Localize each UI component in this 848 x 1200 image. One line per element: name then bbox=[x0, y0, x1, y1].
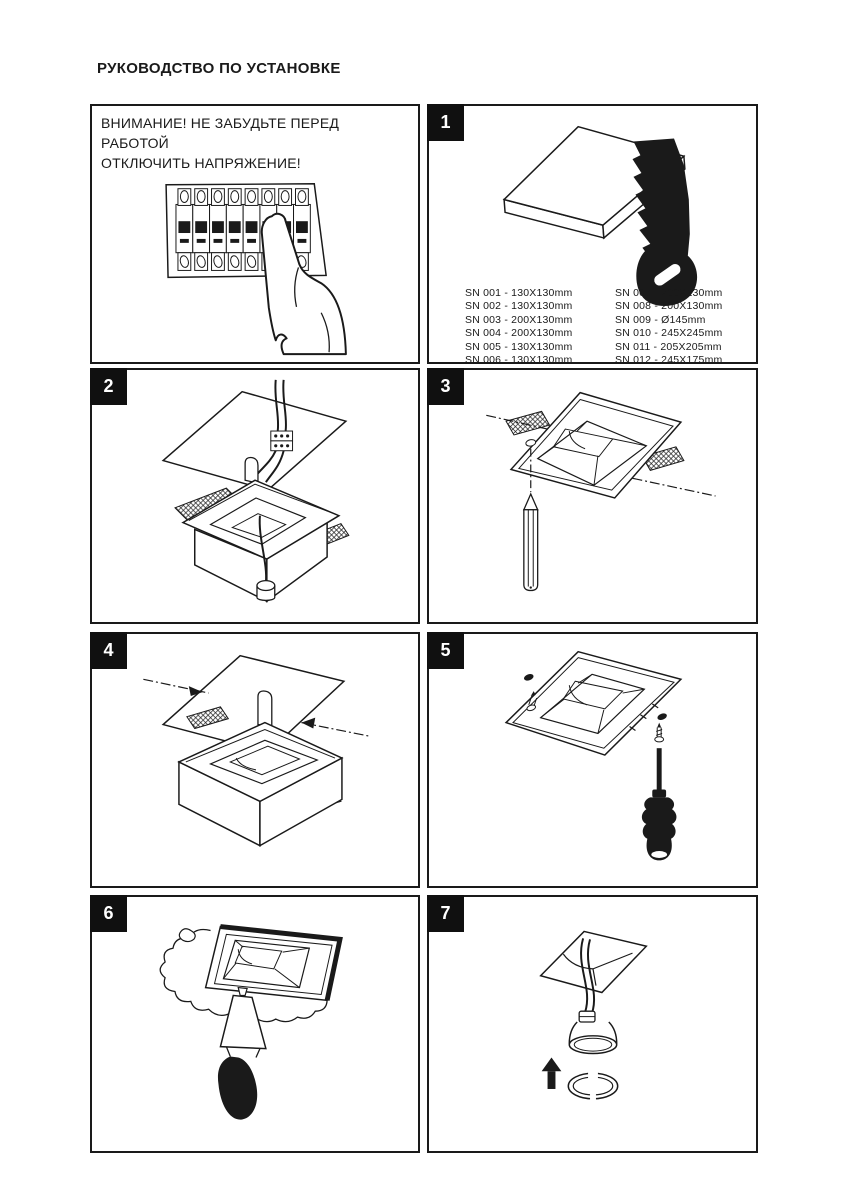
wiring-fixture-icon bbox=[92, 370, 418, 622]
model-item: SN 005 - 130X130mm bbox=[465, 340, 573, 353]
screw-icon bbox=[655, 723, 664, 742]
warning-text bbox=[101, 113, 410, 173]
fixture-alignment-icon bbox=[92, 634, 418, 886]
model-item: SN 006 - 130X130mm bbox=[465, 354, 573, 367]
warning-line-2: ОТКЛЮЧИТЬ НАПРЯЖЕНИЕ! bbox=[101, 155, 301, 171]
model-list-column-2 bbox=[615, 287, 723, 367]
step-panel-3 bbox=[427, 368, 758, 624]
step-number-badge: 3 bbox=[427, 368, 464, 405]
screw-hole-mark bbox=[523, 673, 534, 682]
model-item: SN 009 - Ø145mm bbox=[615, 313, 706, 326]
warning-line-1: ВНИМАНИЕ! НЕ ЗАБУДЬТЕ ПЕРЕД РАБОТОЙ bbox=[101, 115, 340, 151]
step-number-badge: 2 bbox=[90, 368, 127, 405]
step-number-badge: 5 bbox=[427, 632, 464, 669]
step-panel-4 bbox=[90, 632, 420, 888]
axis-line bbox=[633, 478, 716, 496]
page-title: РУКОВОДСТВО ПО УСТАНОВКЕ bbox=[97, 60, 341, 77]
putty-blob bbox=[179, 929, 195, 942]
mesh-flange bbox=[506, 411, 549, 435]
lamp-connector bbox=[257, 581, 275, 591]
model-item: SN 007 - 200X130mm bbox=[615, 287, 723, 299]
screwdriver-icon bbox=[642, 748, 677, 860]
lamp-installation-icon bbox=[429, 897, 756, 1151]
mounting-tab bbox=[245, 457, 258, 483]
model-item: SN 010 - 245X245mm bbox=[615, 327, 723, 340]
step-panel-5 bbox=[427, 632, 758, 888]
model-item: SN 003 - 200X130mm bbox=[465, 313, 573, 326]
model-item: SN 008 - 200X130mm bbox=[615, 300, 723, 313]
pencil-marking-icon bbox=[429, 370, 756, 622]
step-panel-7 bbox=[427, 895, 758, 1153]
step-number-badge: 6 bbox=[90, 895, 127, 932]
step-panel-6 bbox=[90, 895, 420, 1153]
model-item: SN 004 - 200X130mm bbox=[465, 327, 573, 340]
putty-sealing-icon bbox=[92, 897, 418, 1151]
putty-tube-icon bbox=[218, 988, 266, 1120]
model-item: SN 011 - 205X205mm bbox=[615, 340, 722, 353]
model-item: SN 002 - 130X130mm bbox=[465, 300, 573, 313]
model-item: SN 001 - 130X130mm bbox=[465, 287, 573, 299]
warning-panel bbox=[90, 104, 420, 364]
model-list-column-1 bbox=[465, 287, 573, 367]
step-number-badge: 1 bbox=[427, 104, 464, 141]
step-panel-1 bbox=[427, 104, 758, 367]
pencil-tip bbox=[524, 494, 538, 510]
step-panel-2 bbox=[90, 368, 420, 624]
screw-fastening-icon bbox=[429, 634, 756, 886]
step-number-badge: 7 bbox=[427, 895, 464, 932]
pencil-icon bbox=[524, 510, 538, 591]
mounting-tab bbox=[258, 691, 272, 727]
up-arrow-icon bbox=[542, 1057, 562, 1089]
halogen-lamp-icon bbox=[569, 1011, 616, 1053]
model-item: SN 012 - 245X175mm bbox=[615, 354, 723, 367]
screw-hole-mark bbox=[656, 712, 667, 721]
spring-ring-icon bbox=[568, 1071, 617, 1100]
step-number-badge: 4 bbox=[90, 632, 127, 669]
